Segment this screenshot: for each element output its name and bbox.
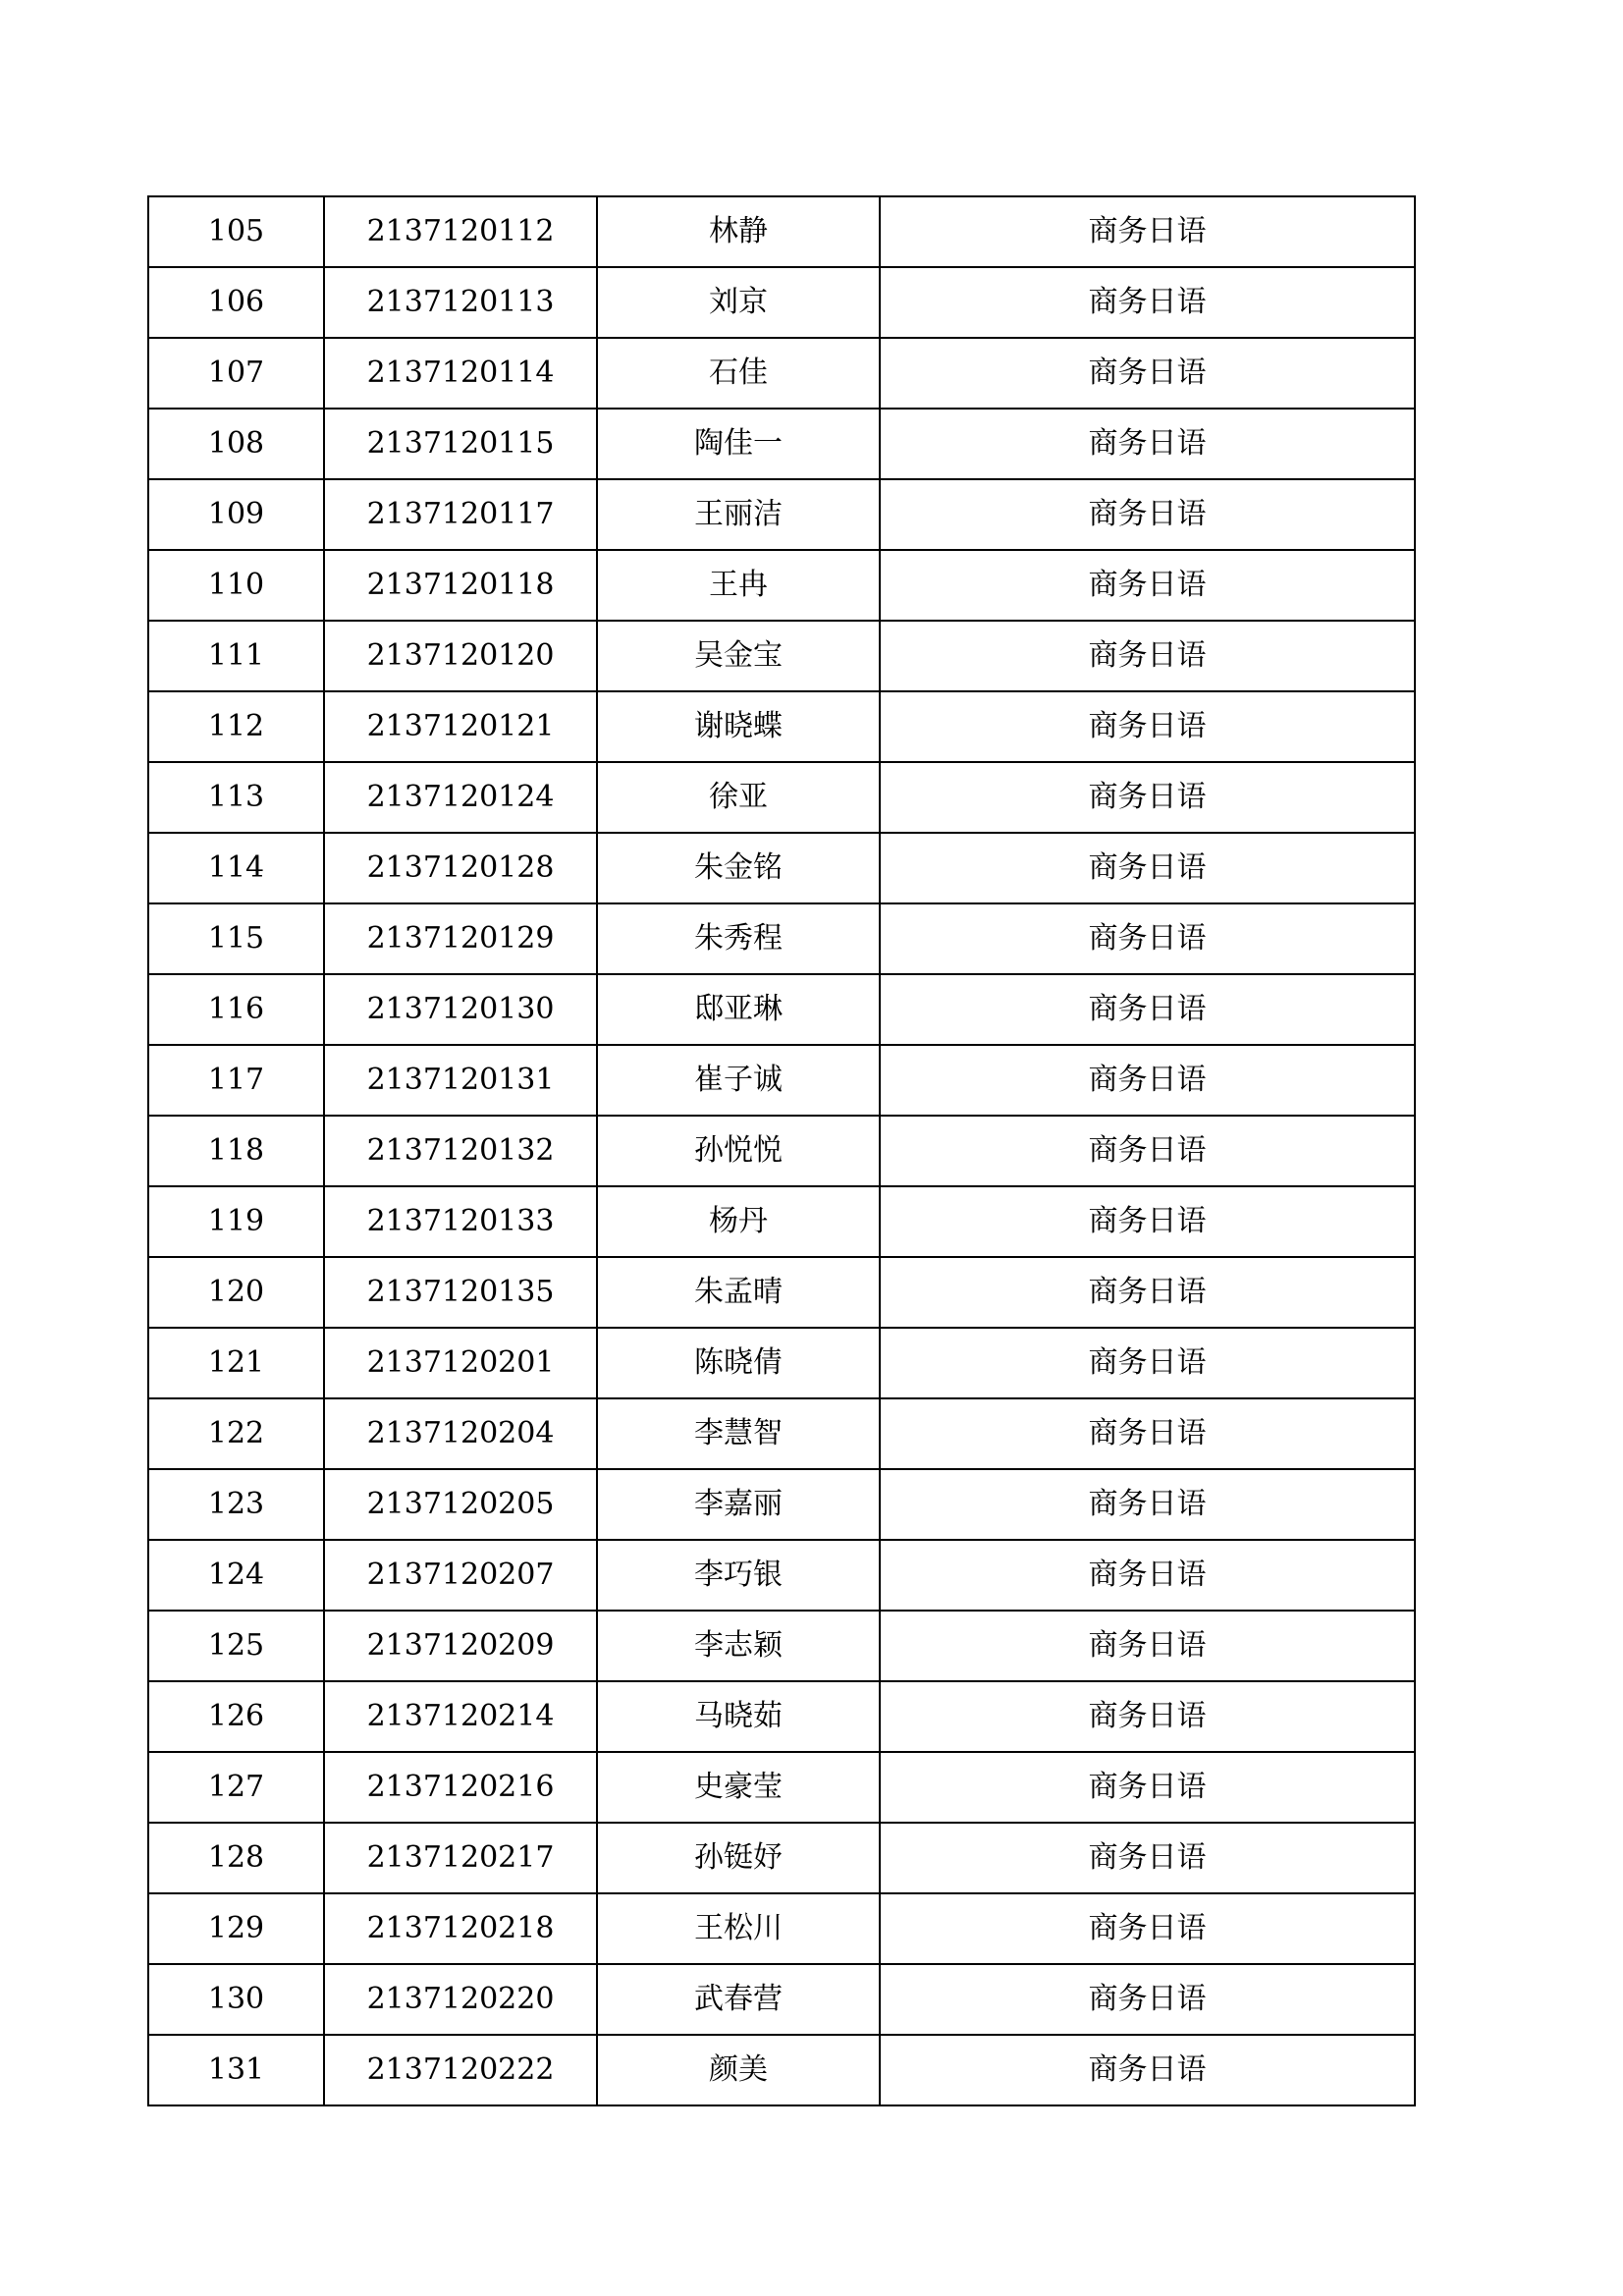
student-name-cell: 朱秀程	[597, 903, 880, 974]
table-row	[148, 1611, 1415, 1681]
student-id-cell: 2137120209	[324, 1611, 597, 1681]
student-id-cell: 2137120133	[324, 1186, 597, 1257]
student-name-cell: 林静	[597, 196, 880, 267]
table-row	[148, 338, 1415, 409]
table-row	[148, 1116, 1415, 1186]
student-name-cell: 李志颖	[597, 1611, 880, 1681]
major-cell: 商务日语	[880, 1611, 1415, 1681]
major-cell: 商务日语	[880, 903, 1415, 974]
student-name-cell: 刘京	[597, 267, 880, 338]
table-row	[148, 550, 1415, 621]
row-index-cell: 118	[148, 1116, 324, 1186]
student-id-cell: 2137120214	[324, 1681, 597, 1752]
student-name-cell: 石佳	[597, 338, 880, 409]
student-name-cell: 吴金宝	[597, 621, 880, 691]
major-cell: 商务日语	[880, 1398, 1415, 1469]
table-row	[148, 691, 1415, 762]
student-name-cell: 谢晓蝶	[597, 691, 880, 762]
student-id-cell: 2137120222	[324, 2035, 597, 2105]
table-row	[148, 1752, 1415, 1823]
student-name-cell: 李慧智	[597, 1398, 880, 1469]
student-id-cell: 2137120216	[324, 1752, 597, 1823]
student-name-cell: 孙铤妤	[597, 1823, 880, 1893]
student-id-cell: 2137120201	[324, 1328, 597, 1398]
student-id-cell: 2137120131	[324, 1045, 597, 1116]
table-row	[148, 1257, 1415, 1328]
major-cell: 商务日语	[880, 479, 1415, 550]
table-row	[148, 974, 1415, 1045]
student-id-cell: 2137120118	[324, 550, 597, 621]
row-index-cell: 113	[148, 762, 324, 833]
major-cell: 商务日语	[880, 1257, 1415, 1328]
student-name-cell: 徐亚	[597, 762, 880, 833]
table-row	[148, 409, 1415, 479]
major-cell: 商务日语	[880, 1045, 1415, 1116]
table-row	[148, 1964, 1415, 2035]
row-index-cell: 125	[148, 1611, 324, 1681]
student-id-cell: 2137120128	[324, 833, 597, 903]
table-row	[148, 762, 1415, 833]
student-id-cell: 2137120112	[324, 196, 597, 267]
student-id-cell: 2137120204	[324, 1398, 597, 1469]
student-id-cell: 2137120117	[324, 479, 597, 550]
row-index-cell: 126	[148, 1681, 324, 1752]
table-row	[148, 833, 1415, 903]
student-name-cell: 李巧银	[597, 1540, 880, 1611]
major-cell: 商务日语	[880, 338, 1415, 409]
student-id-cell: 2137120220	[324, 1964, 597, 2035]
student-id-cell: 2137120115	[324, 409, 597, 479]
major-cell: 商务日语	[880, 974, 1415, 1045]
major-cell: 商务日语	[880, 1681, 1415, 1752]
major-cell: 商务日语	[880, 1186, 1415, 1257]
student-name-cell: 颜美	[597, 2035, 880, 2105]
student-id-cell: 2137120124	[324, 762, 597, 833]
student-id-cell: 2137120217	[324, 1823, 597, 1893]
row-index-cell: 110	[148, 550, 324, 621]
student-id-cell: 2137120114	[324, 338, 597, 409]
roster-table-body	[148, 196, 1415, 2105]
table-row	[148, 1823, 1415, 1893]
student-name-cell: 朱金铭	[597, 833, 880, 903]
major-cell: 商务日语	[880, 196, 1415, 267]
major-cell: 商务日语	[880, 409, 1415, 479]
row-index-cell: 124	[148, 1540, 324, 1611]
table-row	[148, 1681, 1415, 1752]
major-cell: 商务日语	[880, 1752, 1415, 1823]
row-index-cell: 116	[148, 974, 324, 1045]
student-name-cell: 孙悦悦	[597, 1116, 880, 1186]
row-index-cell: 121	[148, 1328, 324, 1398]
row-index-cell: 120	[148, 1257, 324, 1328]
major-cell: 商务日语	[880, 1823, 1415, 1893]
row-index-cell: 119	[148, 1186, 324, 1257]
student-id-cell: 2137120130	[324, 974, 597, 1045]
row-index-cell: 109	[148, 479, 324, 550]
major-cell: 商务日语	[880, 1893, 1415, 1964]
student-name-cell: 马晓茹	[597, 1681, 880, 1752]
student-id-cell: 2137120205	[324, 1469, 597, 1540]
major-cell: 商务日语	[880, 1469, 1415, 1540]
student-name-cell: 陶佳一	[597, 409, 880, 479]
table-row	[148, 479, 1415, 550]
student-name-cell: 李嘉丽	[597, 1469, 880, 1540]
row-index-cell: 112	[148, 691, 324, 762]
table-row	[148, 267, 1415, 338]
row-index-cell: 107	[148, 338, 324, 409]
major-cell: 商务日语	[880, 550, 1415, 621]
student-name-cell: 邸亚琳	[597, 974, 880, 1045]
table-row	[148, 1540, 1415, 1611]
student-name-cell: 王丽洁	[597, 479, 880, 550]
student-name-cell: 杨丹	[597, 1186, 880, 1257]
row-index-cell: 105	[148, 196, 324, 267]
row-index-cell: 128	[148, 1823, 324, 1893]
student-name-cell: 崔子诚	[597, 1045, 880, 1116]
student-name-cell: 史豪莹	[597, 1752, 880, 1823]
student-name-cell: 朱孟晴	[597, 1257, 880, 1328]
student-id-cell: 2137120129	[324, 903, 597, 974]
student-name-cell: 王冉	[597, 550, 880, 621]
table-row	[148, 1328, 1415, 1398]
table-row	[148, 903, 1415, 974]
student-id-cell: 2137120132	[324, 1116, 597, 1186]
major-cell: 商务日语	[880, 833, 1415, 903]
row-index-cell: 130	[148, 1964, 324, 2035]
row-index-cell: 127	[148, 1752, 324, 1823]
row-index-cell: 123	[148, 1469, 324, 1540]
row-index-cell: 114	[148, 833, 324, 903]
row-index-cell: 122	[148, 1398, 324, 1469]
major-cell: 商务日语	[880, 267, 1415, 338]
major-cell: 商务日语	[880, 621, 1415, 691]
row-index-cell: 108	[148, 409, 324, 479]
major-cell: 商务日语	[880, 762, 1415, 833]
row-index-cell: 115	[148, 903, 324, 974]
student-id-cell: 2137120120	[324, 621, 597, 691]
table-row	[148, 2035, 1415, 2105]
row-index-cell: 117	[148, 1045, 324, 1116]
table-row	[148, 1469, 1415, 1540]
row-index-cell: 111	[148, 621, 324, 691]
major-cell: 商务日语	[880, 1328, 1415, 1398]
student-name-cell: 武春营	[597, 1964, 880, 2035]
row-index-cell: 129	[148, 1893, 324, 1964]
student-name-cell: 陈晓倩	[597, 1328, 880, 1398]
table-row	[148, 621, 1415, 691]
student-id-cell: 2137120121	[324, 691, 597, 762]
major-cell: 商务日语	[880, 1116, 1415, 1186]
major-cell: 商务日语	[880, 691, 1415, 762]
table-row	[148, 1398, 1415, 1469]
row-index-cell: 106	[148, 267, 324, 338]
student-id-cell: 2137120135	[324, 1257, 597, 1328]
row-index-cell: 131	[148, 2035, 324, 2105]
student-roster-table	[147, 195, 1416, 2106]
student-name-cell: 王松川	[597, 1893, 880, 1964]
major-cell: 商务日语	[880, 1964, 1415, 2035]
table-row	[148, 1893, 1415, 1964]
table-row	[148, 1186, 1415, 1257]
student-id-cell: 2137120218	[324, 1893, 597, 1964]
student-id-cell: 2137120207	[324, 1540, 597, 1611]
table-row	[148, 1045, 1415, 1116]
major-cell: 商务日语	[880, 1540, 1415, 1611]
major-cell: 商务日语	[880, 2035, 1415, 2105]
table-row	[148, 196, 1415, 267]
student-id-cell: 2137120113	[324, 267, 597, 338]
